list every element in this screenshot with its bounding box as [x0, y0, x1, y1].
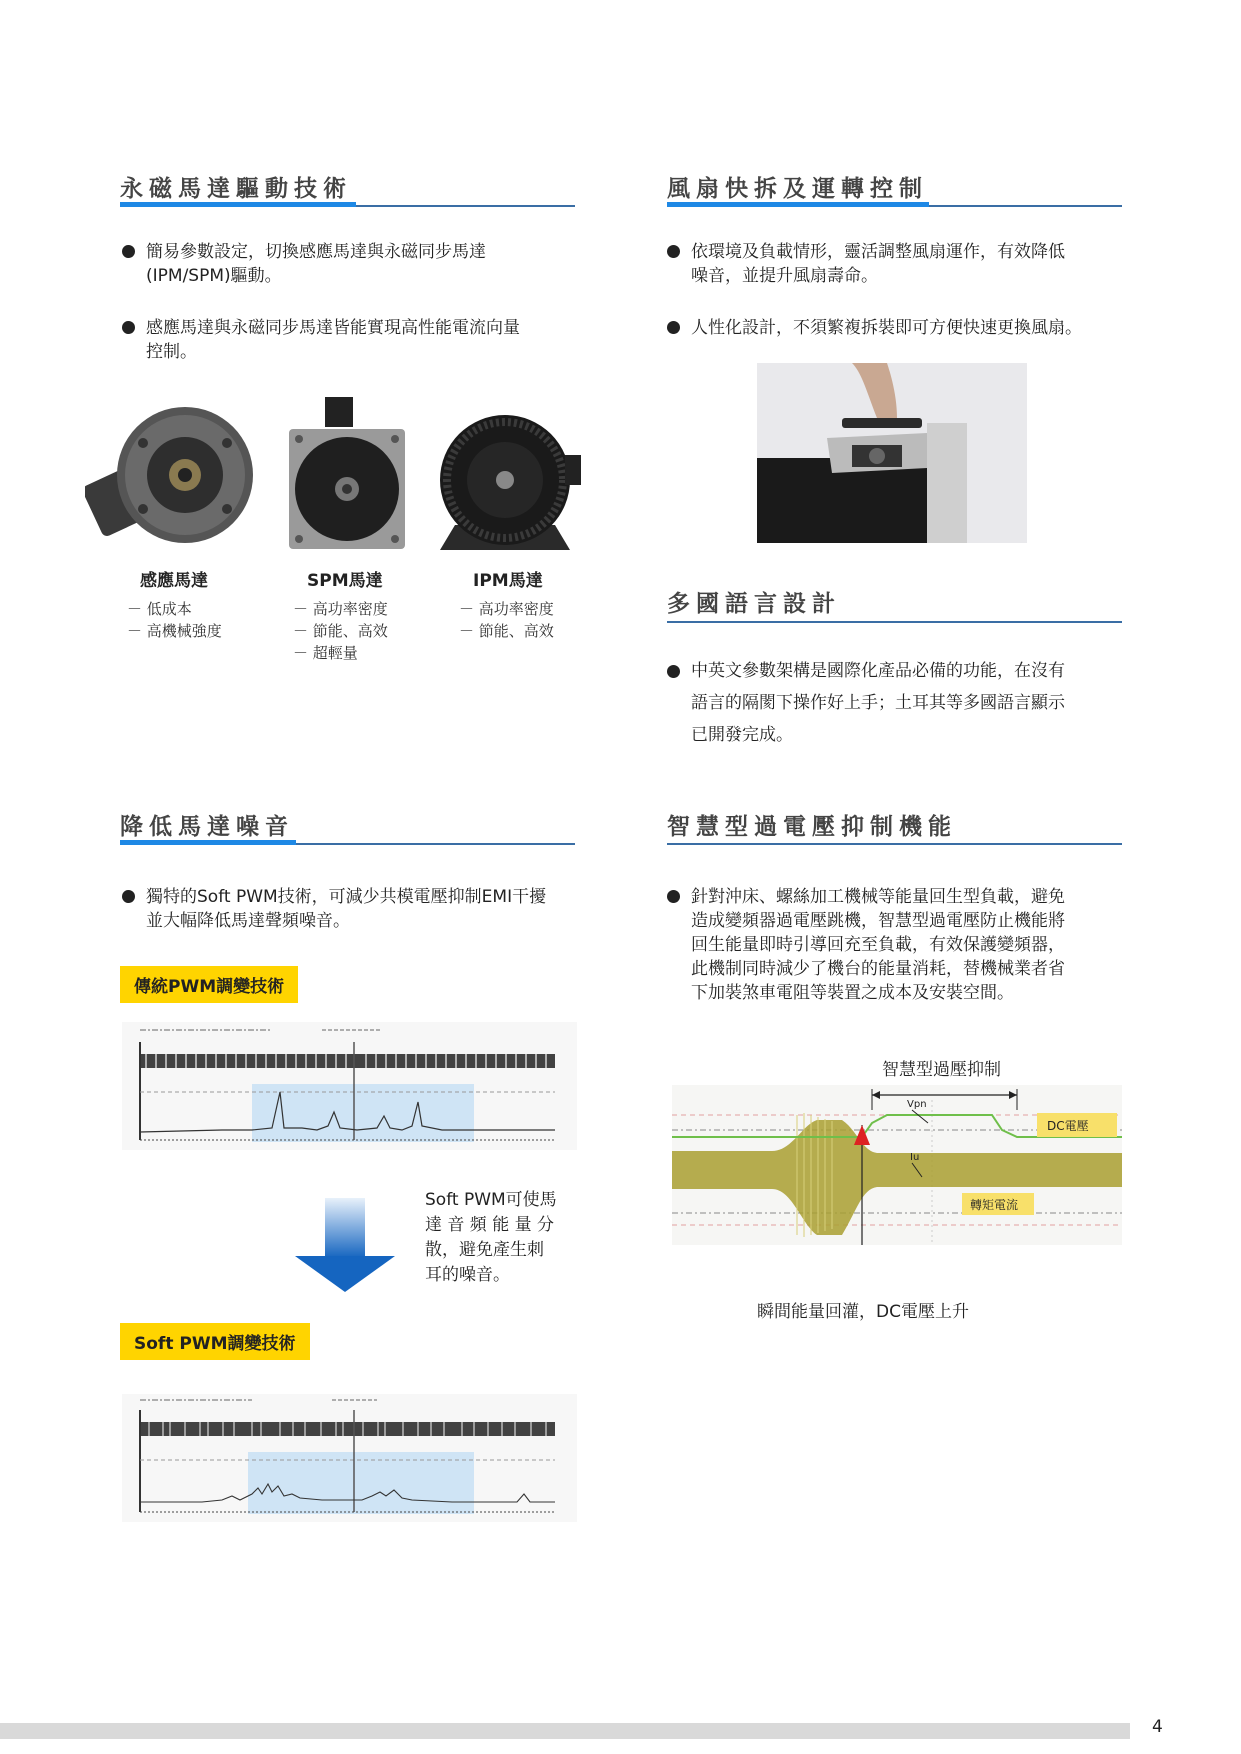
bullet-line: 造成變頻器過電壓跳機，智慧型過電壓防止機能將	[691, 911, 1065, 931]
bullet-line: 中英文參數架構是國際化產品必備的功能，在沒有	[691, 661, 1065, 681]
section-title-language: 多國語言設計	[667, 591, 841, 617]
bullet-line: 已開發完成。	[691, 725, 793, 745]
feature-item: － 超輕量	[293, 644, 358, 662]
tag-traditional-pwm: 傳統PWM調變技術	[120, 966, 298, 1003]
section-title-overvoltage: 智慧型過電壓抑制機能	[667, 814, 957, 840]
note-line: 散，避免產生刺	[425, 1240, 544, 1260]
bullet-line: 感應馬達與永磁同步馬達皆能實現高性能電流向量	[146, 318, 520, 338]
bullet-line: 語言的隔閡下操作好上手；土耳其等多國語言顯示	[691, 693, 1065, 713]
bullet-line: 獨特的Soft PWM技術，可減少共模電壓抑制EMI干擾	[146, 887, 547, 907]
bullet-dot-icon	[667, 890, 680, 903]
section-accent	[120, 202, 356, 207]
bullet-dot-icon	[667, 321, 680, 334]
bullet-line: (IPM/SPM)驅動。	[146, 266, 282, 286]
motor-name-spm: SPM馬達	[307, 571, 383, 591]
label-iu: Iu	[910, 1152, 920, 1163]
motor-name-induction: 感應馬達	[140, 571, 208, 591]
bullet-line: 人性化設計，不須繁複拆裝即可方便快速更換風扇。	[691, 318, 1082, 338]
section-accent	[667, 202, 929, 207]
section-rule	[667, 843, 1122, 845]
feature-item: － 高機械強度	[127, 622, 222, 640]
overvoltage-scope	[672, 1085, 1122, 1245]
ipm-motor-image	[425, 415, 585, 555]
tag-soft-pwm: Soft PWM調變技術	[120, 1323, 310, 1360]
section-title-noise: 降低馬達噪音	[120, 814, 294, 840]
motor-features-spm	[293, 598, 388, 664]
note-line: Soft PWM可使馬	[425, 1190, 557, 1210]
spm-motor-image	[285, 395, 410, 555]
bullet-line: 依環境及負載情形，靈活調整風扇運作，有效降低	[691, 242, 1065, 262]
section-rule	[667, 621, 1122, 623]
overvoltage-figure-caption-top: 智慧型過壓抑制	[882, 1060, 1001, 1080]
bullet-line: 下加裝煞車電阻等裝置之成本及安裝空間。	[691, 983, 1014, 1003]
bullet-dot-icon	[122, 890, 135, 903]
label-torque: 轉矩電流	[970, 1198, 1019, 1212]
feature-item: － 節能、高效	[459, 622, 554, 640]
traditional-pwm-scope	[122, 1022, 577, 1150]
section-title-fan: 風扇快拆及運轉控制	[667, 176, 928, 202]
page-number: 4	[1152, 1717, 1163, 1737]
label-dc: DC電壓	[1047, 1119, 1089, 1133]
bullet-line: 並大幅降低馬達聲頻噪音。	[146, 911, 350, 931]
feature-item: － 節能、高效	[293, 622, 388, 640]
bullet-line: 簡易參數設定，切換感應馬達與永磁同步馬達	[146, 242, 486, 262]
feature-item: － 高功率密度	[459, 600, 554, 618]
bullet-line: 此機制同時減少了機台的能量消耗，替機械業者省	[691, 959, 1065, 979]
bullet-dot-icon	[667, 245, 680, 258]
label-vpn: Vpn	[907, 1099, 927, 1110]
bullet-dot-icon	[122, 321, 135, 334]
motor-features-induction	[127, 598, 222, 642]
soft-pwm-scope	[122, 1394, 577, 1522]
section-accent	[120, 840, 296, 845]
bullet-line: 針對沖床、螺絲加工機械等能量回生型負載，避免	[691, 887, 1065, 907]
motor-name-ipm: IPM馬達	[473, 571, 543, 591]
induction-motor-image	[85, 405, 260, 550]
overvoltage-figure-caption-bottom: 瞬間能量回灌，DC電壓上升	[757, 1302, 969, 1322]
bullet-dot-icon	[122, 245, 135, 258]
note-line: 達 音 頻 能 量 分	[425, 1215, 555, 1235]
bullet-line: 噪音，並提升風扇壽命。	[691, 266, 878, 286]
bullet-line: 控制。	[146, 342, 197, 362]
note-line: 耳的噪音。	[425, 1265, 510, 1285]
page-footer-bar	[0, 1723, 1130, 1739]
feature-item: － 高功率密度	[293, 600, 388, 618]
bullet-line: 回生能量即時引導回充至負載，有效保護變頻器，	[691, 935, 1065, 955]
fan-replacement-photo	[757, 363, 1027, 543]
feature-item: － 低成本	[127, 600, 192, 618]
section-title-pm-drive: 永磁馬達驅動技術	[120, 176, 352, 202]
soft-pwm-note	[425, 1188, 575, 1288]
bullet-dot-icon	[667, 665, 680, 678]
arrow-down-icon	[295, 1198, 395, 1293]
motor-features-ipm	[459, 598, 554, 642]
